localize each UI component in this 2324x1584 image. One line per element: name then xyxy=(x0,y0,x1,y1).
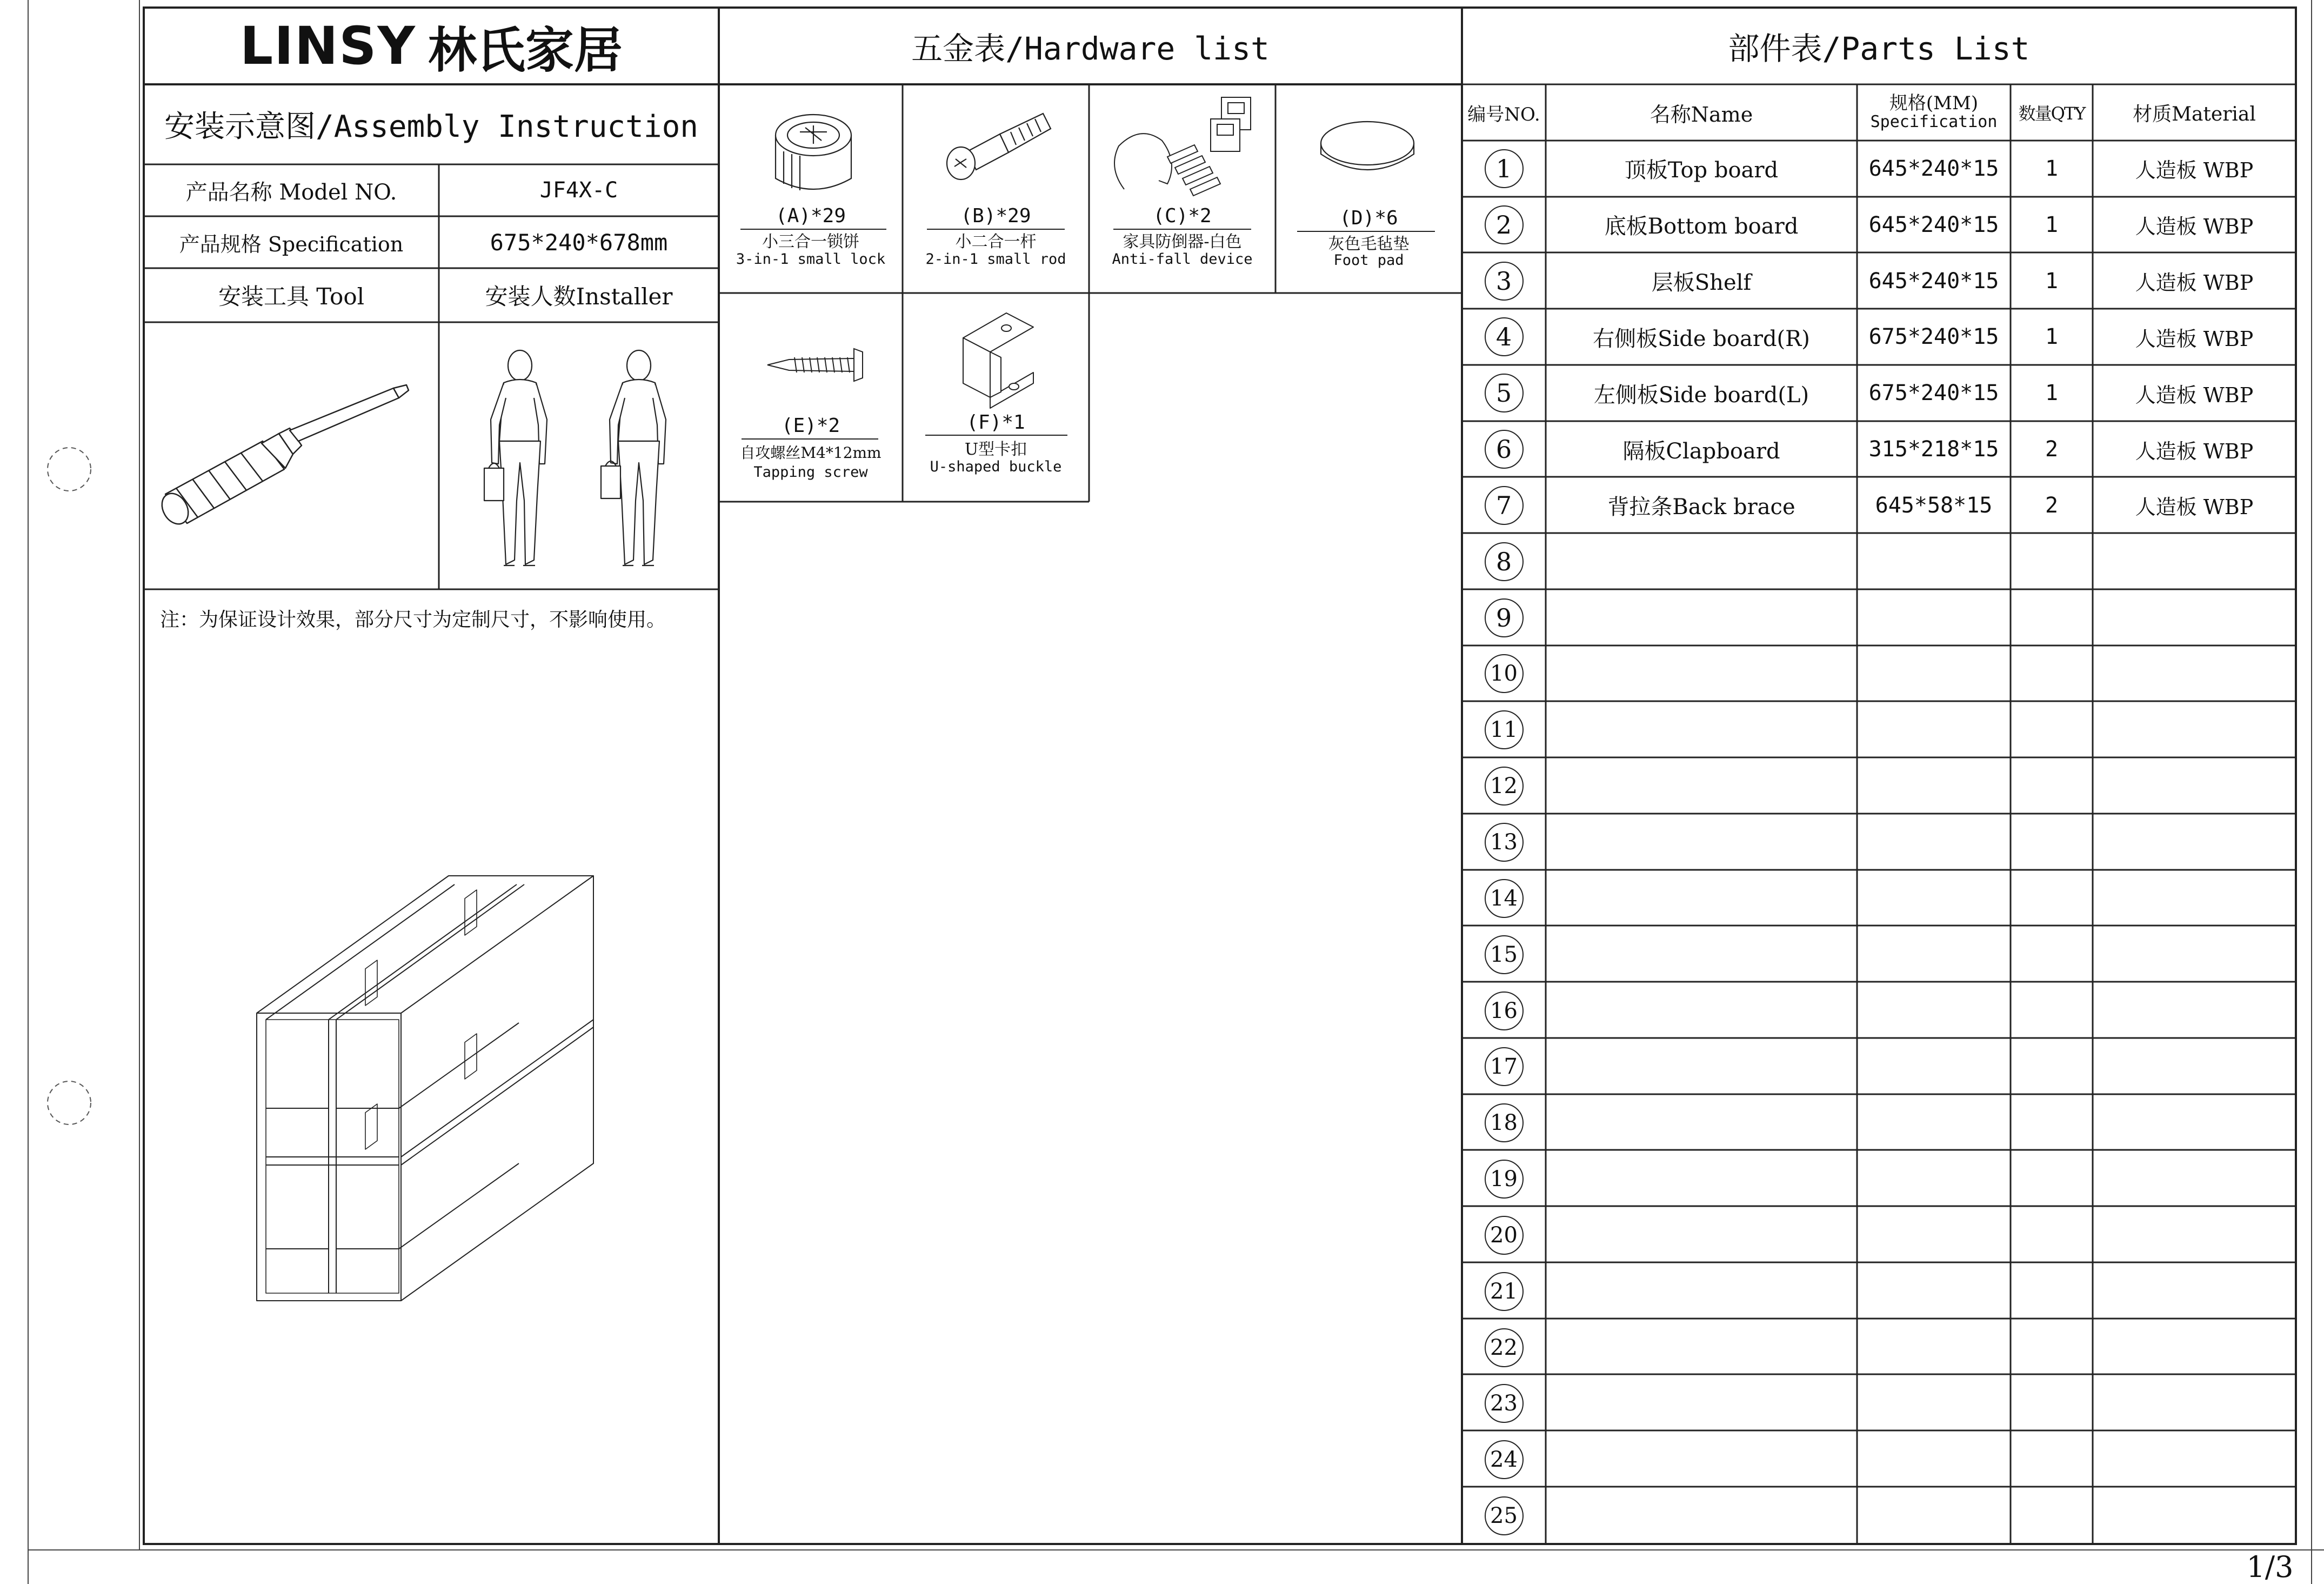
table-row xyxy=(1462,1320,2296,1376)
foot-pad-icon xyxy=(1313,116,1421,187)
cam-rod-icon xyxy=(935,103,1059,195)
part-name: 右侧板Side board(R) xyxy=(1593,326,1810,351)
part-qty: 1 xyxy=(2045,268,2059,294)
anti-fall-device-icon xyxy=(1103,86,1270,205)
brand-logo xyxy=(144,8,719,84)
part-spec xyxy=(1857,534,2011,590)
part-name xyxy=(1546,870,1857,927)
parts-table-body xyxy=(1462,141,2296,1544)
binder-hole-icon xyxy=(48,448,91,491)
part-material xyxy=(2093,1207,2296,1263)
part-number xyxy=(1462,983,1546,1039)
part-name: 层板Shelf xyxy=(1651,270,1752,296)
part-spec xyxy=(1857,1488,2011,1544)
hardware-e-en: Tapping screw xyxy=(753,463,868,481)
part-material: 人造板 WBP xyxy=(2135,271,2254,295)
part-spec xyxy=(1857,758,2011,814)
hardware-f-code: (F)*1 xyxy=(966,411,1025,434)
note-text: 注：为保证设计效果，部分尺寸为定制尺寸，不影响使用。 xyxy=(160,609,666,631)
tapping-screw-icon xyxy=(757,332,876,397)
part-number xyxy=(1462,197,1546,253)
part-number xyxy=(1462,421,1546,477)
table-row xyxy=(1462,927,2296,983)
part-number-badge: 18 xyxy=(1485,1103,1524,1142)
table-row xyxy=(1462,590,2296,646)
part-spec: 645*240*15 xyxy=(1868,212,1999,237)
part-material xyxy=(2093,646,2296,702)
part-name xyxy=(1546,814,1857,870)
header-spec-bottom: Specification xyxy=(1870,112,1998,132)
part-name: 底板Bottom board xyxy=(1604,214,1799,239)
hardware-f-cn: U型卡扣 xyxy=(964,440,1027,459)
hardware-d-en: Foot pad xyxy=(1333,251,1404,269)
installers-icon xyxy=(439,322,719,589)
part-number-badge: 1 xyxy=(1485,149,1524,188)
header-spec xyxy=(1857,84,2011,141)
hardware-f-en: U-shaped buckle xyxy=(930,458,1062,475)
part-number-badge: 10 xyxy=(1485,654,1524,693)
part-material: 人造板 WBP xyxy=(2135,327,2254,351)
part-name xyxy=(1546,646,1857,702)
part-qty xyxy=(2011,1263,2093,1320)
part-qty xyxy=(2011,1151,2093,1207)
part-material xyxy=(2093,1432,2296,1488)
part-number-badge: 2 xyxy=(1485,205,1524,244)
part-qty: 2 xyxy=(2045,492,2059,518)
part-qty xyxy=(2011,1432,2093,1488)
shelf-cabinet-icon xyxy=(238,854,611,1352)
part-spec: 645*58*15 xyxy=(1875,492,1993,518)
table-row xyxy=(1462,870,2296,927)
binder-hole-icon xyxy=(48,1081,91,1124)
part-number xyxy=(1462,477,1546,534)
table-row xyxy=(1462,1095,2296,1151)
part-qty xyxy=(2011,590,2093,646)
parts-title: 部件表/Parts List xyxy=(1728,30,2030,67)
part-qty xyxy=(2011,646,2093,702)
table-row xyxy=(1462,702,2296,758)
part-number xyxy=(1462,1263,1546,1320)
header-spec-top: 规格(MM) xyxy=(1889,92,1979,115)
part-material xyxy=(2093,870,2296,927)
part-qty xyxy=(2011,1039,2093,1095)
part-spec xyxy=(1857,870,2011,927)
part-spec xyxy=(1857,983,2011,1039)
part-qty: 1 xyxy=(2045,324,2059,350)
part-qty: 1 xyxy=(2045,212,2059,237)
part-number-badge: 12 xyxy=(1485,767,1524,806)
part-material xyxy=(2093,927,2296,983)
part-spec xyxy=(1857,814,2011,870)
part-number xyxy=(1462,1432,1546,1488)
hardware-a-code: (A)*29 xyxy=(775,204,846,227)
part-number-badge: 14 xyxy=(1485,879,1524,918)
table-row xyxy=(1462,814,2296,870)
part-spec xyxy=(1857,1207,2011,1263)
table-row xyxy=(1462,534,2296,590)
part-qty: 2 xyxy=(2045,437,2059,462)
header-name: 名称Name xyxy=(1649,102,1753,127)
part-name xyxy=(1546,1375,1857,1432)
screwdriver-icon xyxy=(144,322,439,589)
hardware-e-code: (E)*2 xyxy=(781,414,840,437)
part-spec xyxy=(1857,1039,2011,1095)
part-qty xyxy=(2011,1320,2093,1376)
part-material xyxy=(2093,702,2296,758)
part-spec: 645*240*15 xyxy=(1868,268,1999,294)
part-name xyxy=(1546,1320,1857,1376)
model-value: JF4X-C xyxy=(539,178,618,203)
part-qty xyxy=(2011,814,2093,870)
hardware-c-cn: 家具防倒器-白色 xyxy=(1123,232,1242,251)
hardware-d-cn: 灰色毛毡垫 xyxy=(1328,235,1410,254)
header-material: 材质Material xyxy=(2133,103,2256,125)
part-spec xyxy=(1857,1151,2011,1207)
part-material: 人造板 WBP xyxy=(2135,383,2254,407)
table-row xyxy=(1462,365,2296,421)
part-number xyxy=(1462,870,1546,927)
table-row xyxy=(1462,1263,2296,1320)
part-number xyxy=(1462,1095,1546,1151)
instruction-title: 安装示意图/Assembly Instruction xyxy=(164,109,698,144)
part-number xyxy=(1462,253,1546,309)
part-number xyxy=(1462,814,1546,870)
part-name: 顶板Top board xyxy=(1624,158,1779,183)
table-row xyxy=(1462,1207,2296,1263)
part-material xyxy=(2093,1039,2296,1095)
u-buckle-icon xyxy=(952,305,1044,414)
part-number-badge: 5 xyxy=(1485,374,1524,412)
part-name xyxy=(1546,983,1857,1039)
person-right-icon xyxy=(601,350,666,565)
spec-value: 675*240*678mm xyxy=(490,229,668,256)
part-number xyxy=(1462,1320,1546,1376)
part-qty xyxy=(2011,983,2093,1039)
part-spec xyxy=(1857,1095,2011,1151)
part-number-badge: 19 xyxy=(1485,1160,1524,1199)
part-number xyxy=(1462,1151,1546,1207)
part-number-badge: 17 xyxy=(1485,1047,1524,1086)
header-no: 编号NO. xyxy=(1467,103,1540,125)
hardware-b-code: (B)*29 xyxy=(960,204,1031,227)
part-number-badge: 4 xyxy=(1485,317,1524,356)
part-material: 人造板 WBP xyxy=(2135,495,2254,520)
part-number xyxy=(1462,590,1546,646)
part-number xyxy=(1462,1039,1546,1095)
part-material xyxy=(2093,1263,2296,1320)
part-material: 人造板 WBP xyxy=(2135,158,2254,183)
table-row xyxy=(1462,1488,2296,1544)
spec-label: 产品规格 Specification xyxy=(179,232,404,256)
part-number xyxy=(1462,141,1546,197)
part-name xyxy=(1546,702,1857,758)
brand-latin: LINSY xyxy=(240,16,416,76)
part-number-badge: 8 xyxy=(1485,542,1524,581)
hardware-a-en: 3-in-1 small lock xyxy=(736,250,886,268)
part-number xyxy=(1462,365,1546,421)
table-row xyxy=(1462,983,2296,1039)
model-label: 产品名称 Model NO. xyxy=(185,179,397,205)
table-row xyxy=(1462,141,2296,197)
part-qty xyxy=(2011,1095,2093,1151)
table-row xyxy=(1462,758,2296,814)
part-material xyxy=(2093,758,2296,814)
part-number-badge: 3 xyxy=(1485,262,1524,301)
part-qty xyxy=(2011,1488,2093,1544)
part-name xyxy=(1546,758,1857,814)
part-name xyxy=(1546,534,1857,590)
part-number-badge: 9 xyxy=(1485,598,1524,637)
part-number xyxy=(1462,646,1546,702)
part-qty xyxy=(2011,927,2093,983)
part-number xyxy=(1462,1375,1546,1432)
part-number-badge: 24 xyxy=(1485,1440,1524,1479)
part-name xyxy=(1546,1432,1857,1488)
part-number-badge: 16 xyxy=(1485,991,1524,1030)
part-number-badge: 22 xyxy=(1485,1328,1524,1367)
table-row xyxy=(1462,1039,2296,1095)
part-spec xyxy=(1857,590,2011,646)
part-name xyxy=(1546,1263,1857,1320)
part-spec: 675*240*15 xyxy=(1868,381,1999,406)
part-material xyxy=(2093,590,2296,646)
part-spec xyxy=(1857,1432,2011,1488)
part-name xyxy=(1546,1039,1857,1095)
table-row xyxy=(1462,477,2296,534)
part-number xyxy=(1462,534,1546,590)
table-row xyxy=(1462,309,2296,365)
part-spec: 315*218*15 xyxy=(1868,437,1999,462)
part-number-badge: 6 xyxy=(1485,430,1524,469)
part-qty: 1 xyxy=(2045,156,2059,181)
part-material xyxy=(2093,814,2296,870)
part-spec xyxy=(1857,927,2011,983)
table-row xyxy=(1462,1375,2296,1432)
part-qty: 1 xyxy=(2045,381,2059,406)
part-material xyxy=(2093,534,2296,590)
hardware-d-code: (D)*6 xyxy=(1339,207,1398,229)
table-row xyxy=(1462,646,2296,702)
part-number-badge: 13 xyxy=(1485,823,1524,862)
part-name xyxy=(1546,927,1857,983)
part-material: 人造板 WBP xyxy=(2135,215,2254,239)
part-spec: 645*240*15 xyxy=(1868,156,1999,181)
cam-lock-icon xyxy=(762,97,865,205)
part-spec xyxy=(1857,702,2011,758)
hardware-c-code: (C)*2 xyxy=(1153,204,1212,227)
part-spec xyxy=(1857,1320,2011,1376)
part-number xyxy=(1462,927,1546,983)
header-qty: 数量QTY xyxy=(2018,103,2085,124)
page-number: 1/3 xyxy=(2246,1549,2294,1584)
part-name: 左侧板Side board(L) xyxy=(1593,382,1809,408)
hardware-b-en: 2-in-1 small rod xyxy=(925,250,1066,268)
part-name xyxy=(1546,1095,1857,1151)
part-number xyxy=(1462,702,1546,758)
part-qty xyxy=(2011,1375,2093,1432)
part-name: 隔板Clapboard xyxy=(1622,438,1780,464)
part-number-badge: 21 xyxy=(1485,1272,1524,1311)
part-name xyxy=(1546,1151,1857,1207)
part-name: 背拉条Back brace xyxy=(1607,495,1795,520)
brand-chinese: 林氏家居 xyxy=(428,22,623,79)
part-number-badge: 7 xyxy=(1485,486,1524,525)
part-material xyxy=(2093,1488,2296,1544)
part-number-badge: 11 xyxy=(1485,710,1524,749)
part-number-badge: 23 xyxy=(1485,1384,1524,1423)
hardware-e-cn: 自攻螺丝M4*12mm xyxy=(740,444,881,462)
part-name xyxy=(1546,590,1857,646)
hardware-b-cn: 小二合一杆 xyxy=(955,232,1037,251)
part-material xyxy=(2093,1095,2296,1151)
table-row xyxy=(1462,253,2296,309)
part-material xyxy=(2093,1320,2296,1376)
part-qty xyxy=(2011,702,2093,758)
part-name xyxy=(1546,1207,1857,1263)
part-material xyxy=(2093,1151,2296,1207)
part-number xyxy=(1462,1488,1546,1544)
part-number xyxy=(1462,1207,1546,1263)
part-material xyxy=(2093,983,2296,1039)
part-spec xyxy=(1857,1375,2011,1432)
part-qty xyxy=(2011,534,2093,590)
part-number-badge: 25 xyxy=(1485,1496,1524,1535)
part-number-badge: 20 xyxy=(1485,1216,1524,1255)
hardware-title: 五金表/Hardware list xyxy=(911,30,1270,67)
part-number xyxy=(1462,309,1546,365)
table-row xyxy=(1462,197,2296,253)
part-material: 人造板 WBP xyxy=(2135,439,2254,463)
part-qty xyxy=(2011,1207,2093,1263)
table-row xyxy=(1462,421,2296,477)
person-left-icon xyxy=(484,350,547,565)
part-qty xyxy=(2011,870,2093,927)
part-spec: 675*240*15 xyxy=(1868,324,1999,350)
table-row xyxy=(1462,1151,2296,1207)
hardware-c-en: Anti-fall device xyxy=(1112,250,1253,268)
part-number-badge: 15 xyxy=(1485,935,1524,974)
part-spec xyxy=(1857,646,2011,702)
part-qty xyxy=(2011,758,2093,814)
part-spec xyxy=(1857,1263,2011,1320)
part-material xyxy=(2093,1375,2296,1432)
part-name xyxy=(1546,1488,1857,1544)
part-number xyxy=(1462,758,1546,814)
installer-label: 安装人数Installer xyxy=(485,283,673,310)
hardware-a-cn: 小三合一锁饼 xyxy=(762,232,859,251)
tool-label: 安装工具 Tool xyxy=(218,283,365,310)
table-row xyxy=(1462,1432,2296,1488)
